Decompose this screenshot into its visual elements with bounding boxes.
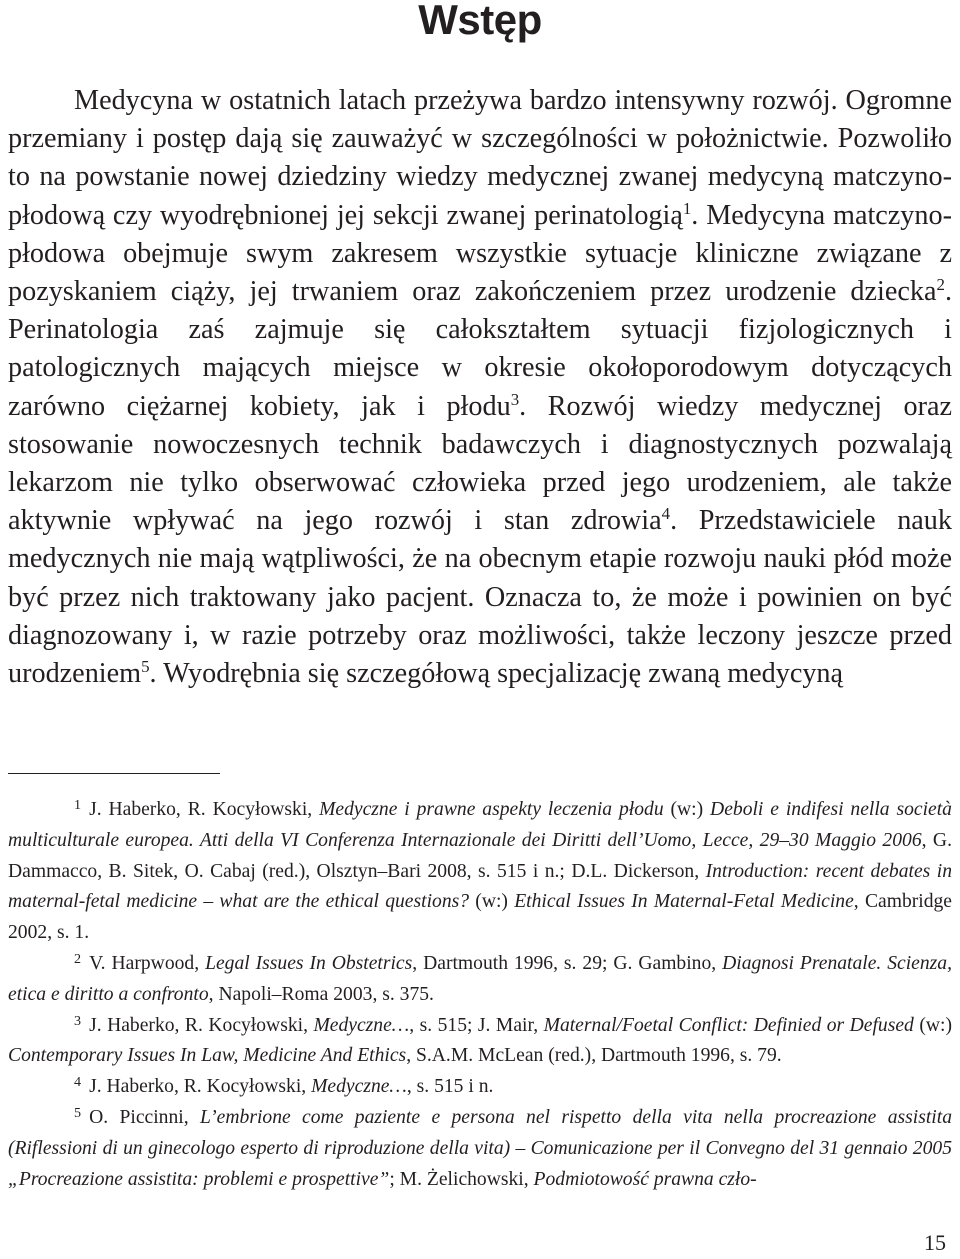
footnote-reference-4[interactable]: 4 — [661, 504, 671, 524]
body-text-segment: . Medycyna matczyno-płodowa obejmuje swym zakresem wszystkie sytuacje kliniczne związane z pozyskaniem ciąży, jej trwaniem oraz zakończeniem przez urodzenie dziecka — [8, 199, 952, 308]
footnote-5 — [8, 1103, 952, 1195]
footnote-3 — [8, 1011, 952, 1073]
footnote-italic-title: Deboli e indifesi nella società multiculturale europea. Atti della VI Conferenza Internazionale dei Diritti dell’Uomo, Lecce, 29–30 Maggio 2006 — [8, 799, 952, 851]
footnote-number: 5 — [74, 1105, 82, 1122]
footnote-italic-title: Contemporary Issues In Law, Medicine And Ethics — [8, 1045, 407, 1067]
footnote-text: , S.A.M. McLean (red.), Dartmouth 1996, s. 79. — [406, 1045, 782, 1067]
footnote-italic-title: Medyczne… — [313, 1014, 410, 1036]
footnote-text: , G. Dammacco, B. Sitek, O. Cabaj (red.), Olsztyn–Bari 2008, s. 515 i n.; D.L. Dickerson, — [8, 829, 952, 882]
chapter-title: Wstęp — [418, 0, 542, 43]
footnote-1 — [8, 795, 952, 949]
body-paragraph — [8, 82, 952, 693]
page-number: 15 — [924, 1230, 946, 1255]
footnote-4 — [8, 1072, 952, 1103]
footnote-text: J. Haberko, R. Kocyłowski, — [89, 1014, 314, 1036]
footnote-text: (w:) — [469, 891, 515, 913]
body-text-segment: . Przedstawiciele nauk medycznych nie mają wątpliwości, że na obecnym etapie rozwoju nauki płód może być przez nich traktowany jako pacjent. Oznacza to, że może i powinien on być diagnozowany i, w razie potrzeby oraz możliwości, także leczony jeszcze przed urodzeniem — [8, 505, 952, 690]
footnote-italic-title: Diagnosi Prenatale. Scienza, etica e diritto a confronto — [8, 952, 952, 1005]
footnote-text: , s. 515 i n. — [406, 1076, 494, 1098]
footnote-text: , Dartmouth 1996, s. 29; G. Gambino, — [412, 952, 723, 974]
footnote-text: , s. 515; J. Mair, — [409, 1014, 544, 1036]
footnote-italic-title: Podmiotowość prawna czło- — [533, 1168, 757, 1190]
footnote-text: O. Piccinni, — [89, 1106, 200, 1128]
footnote-italic-title: Legal Issues In Obstetrics — [205, 952, 413, 974]
body-text-segment: . Wyodrębnia się szczegółową specjalizację zwaną medycyną — [149, 658, 844, 690]
document-page — [8, 0, 952, 1259]
body-text-segment: . Rozwój wiedzy medycznej oraz stosowanie nowoczesnych technik badawczych i diagnostycznych pozwalają lekarzom nie tylko obserwować człowieka przed jego urodzeniem, ale także aktywnie wpływać na jego rozwój i stan zdrowia — [8, 390, 953, 537]
footnote-number: 3 — [74, 1012, 82, 1029]
footnote-italic-title: Medyczne… — [311, 1076, 407, 1098]
footnote-reference-3[interactable]: 3 — [510, 389, 520, 409]
footnote-text: (w:) — [663, 799, 711, 820]
footnote-italic-title: Maternal/Foetal Conflict: Definied or Defused — [543, 1014, 914, 1036]
footnote-text: J. Haberko, R. Kocyłowski, — [89, 1076, 312, 1098]
footnote-reference-2[interactable]: 2 — [936, 274, 945, 294]
footnote-reference-5[interactable]: 5 — [141, 656, 150, 676]
footnote-italic-title: Introduction: recent debates in maternal-fetal medicine – what are the ethical questions? — [8, 860, 952, 913]
footnote-number: 2 — [74, 951, 82, 968]
body-text-segment: Medycyna w ostatnich latach przeżywa bardzo intensywny rozwój. Ogromne przemiany i postęp dają się zauważyć w szczególności w położnictwie. Pozwoliło to na powstanie nowej dziedziny wiedzy medycznej zwanej medycyną matczyno-płodową czy wyodrębnionej jej sekcji zwanej perinatologią — [8, 85, 952, 231]
footnotes-section — [8, 795, 952, 1195]
footnote-text: , Napoli–Roma 2003, s. 375. — [208, 983, 434, 1005]
footnote-text: (w:) — [913, 1014, 952, 1036]
footnote-italic-title: L’embrione come paziente e persona nel rispetto della vita nella procreazione assistita (Riflessioni di un ginecologo esperto di riproduzione della vita) – Comunicazione per il Convegno del 31 gennaio 2005 „Procreazione assistita: problemi e prospettive” — [8, 1106, 952, 1190]
footnote-reference-1[interactable]: 1 — [682, 198, 692, 218]
footnote-text: V. Harpwood, — [89, 952, 206, 974]
footnote-number: 1 — [74, 797, 82, 814]
footnote-italic-title: Ethical Issues In Maternal-Fetal Medicine — [514, 891, 854, 913]
footnote-separator — [8, 773, 220, 774]
footnote-italic-title: Medyczne i prawne aspekty leczenia płodu — [319, 799, 664, 820]
footnote-2 — [8, 949, 952, 1011]
footnote-text: ; M. Żelichowski, — [389, 1168, 534, 1190]
body-text-segment: . Perinatologia zaś zajmuje się całokształtem sytuacji fizjologicznych i patologicznych mających miejsce w okresie okołoporodowym dotyczących zarówno ciężarnej kobiety, jak i płodu — [8, 276, 952, 422]
footnote-text: J. Haberko, R. Kocyłowski, — [89, 799, 320, 820]
footnote-number: 4 — [74, 1074, 82, 1091]
footnote-text: , Cambridge 2002, s. 1. — [8, 891, 953, 944]
